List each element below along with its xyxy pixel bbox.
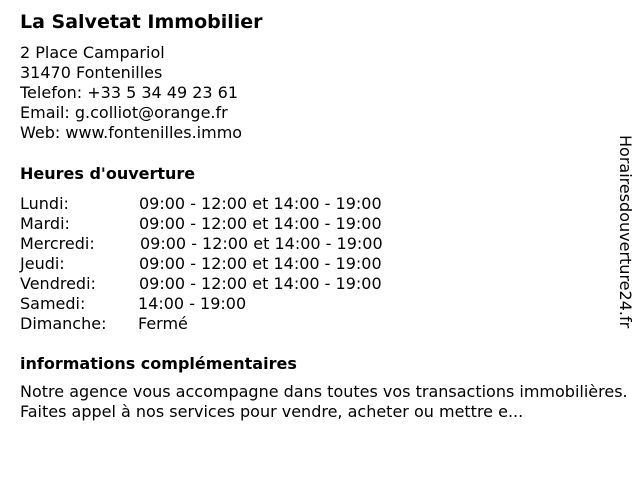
hours-row-wednesday xyxy=(20,234,383,254)
hours-list xyxy=(20,194,383,334)
day-label: Mercredi: xyxy=(20,234,95,253)
day-hours: 09:00 - 12:00 et 14:00 - 19:00 xyxy=(139,194,382,213)
web-text: Web: www.fontenilles.immo xyxy=(20,123,243,142)
hours-row-tuesday xyxy=(20,214,383,234)
day-label: Jeudi: xyxy=(20,254,65,273)
day-label: Lundi: xyxy=(20,194,69,213)
address-line-2: 31470 Fontenilles xyxy=(20,63,163,82)
info-title: informations complémentaires xyxy=(20,354,297,373)
contact-block xyxy=(20,43,242,143)
day-label: Samedi: xyxy=(20,294,86,313)
watermark xyxy=(614,135,636,371)
watermark-text: Horairesdouverture24.fr xyxy=(616,135,635,329)
email-text: Email: g.colliot@orange.fr xyxy=(20,103,228,122)
info-description: Notre agence vous accompagne dans toutes vos transactions immobilières. Faites appel à nos services pour vendre, acheter ou mettre e... xyxy=(20,382,628,421)
address-line-1: 2 Place Campariol xyxy=(20,43,165,62)
day-label: Dimanche: xyxy=(20,314,107,333)
hours-row-thursday xyxy=(20,254,383,274)
hours-row-saturday xyxy=(20,294,383,314)
hours-row-monday xyxy=(20,194,383,214)
phone-text: Telefon: +33 5 34 49 23 61 xyxy=(20,83,239,102)
day-hours: 09:00 - 12:00 et 14:00 - 19:00 xyxy=(139,254,382,273)
day-hours: 09:00 - 12:00 et 14:00 - 19:00 xyxy=(139,274,382,293)
day-hours: Fermé xyxy=(138,314,188,333)
day-hours: 14:00 - 19:00 xyxy=(138,294,247,313)
day-hours: 09:00 - 12:00 et 14:00 - 19:00 xyxy=(140,234,383,253)
hours-title: Heures d'ouverture xyxy=(20,164,196,183)
day-hours: 09:00 - 12:00 et 14:00 - 19:00 xyxy=(139,214,382,233)
hours-row-friday xyxy=(20,274,383,294)
day-label: Vendredi: xyxy=(20,274,96,293)
hours-row-sunday xyxy=(20,314,383,334)
business-name: La Salvetat Immobilier xyxy=(20,11,263,33)
day-label: Mardi: xyxy=(20,214,70,233)
